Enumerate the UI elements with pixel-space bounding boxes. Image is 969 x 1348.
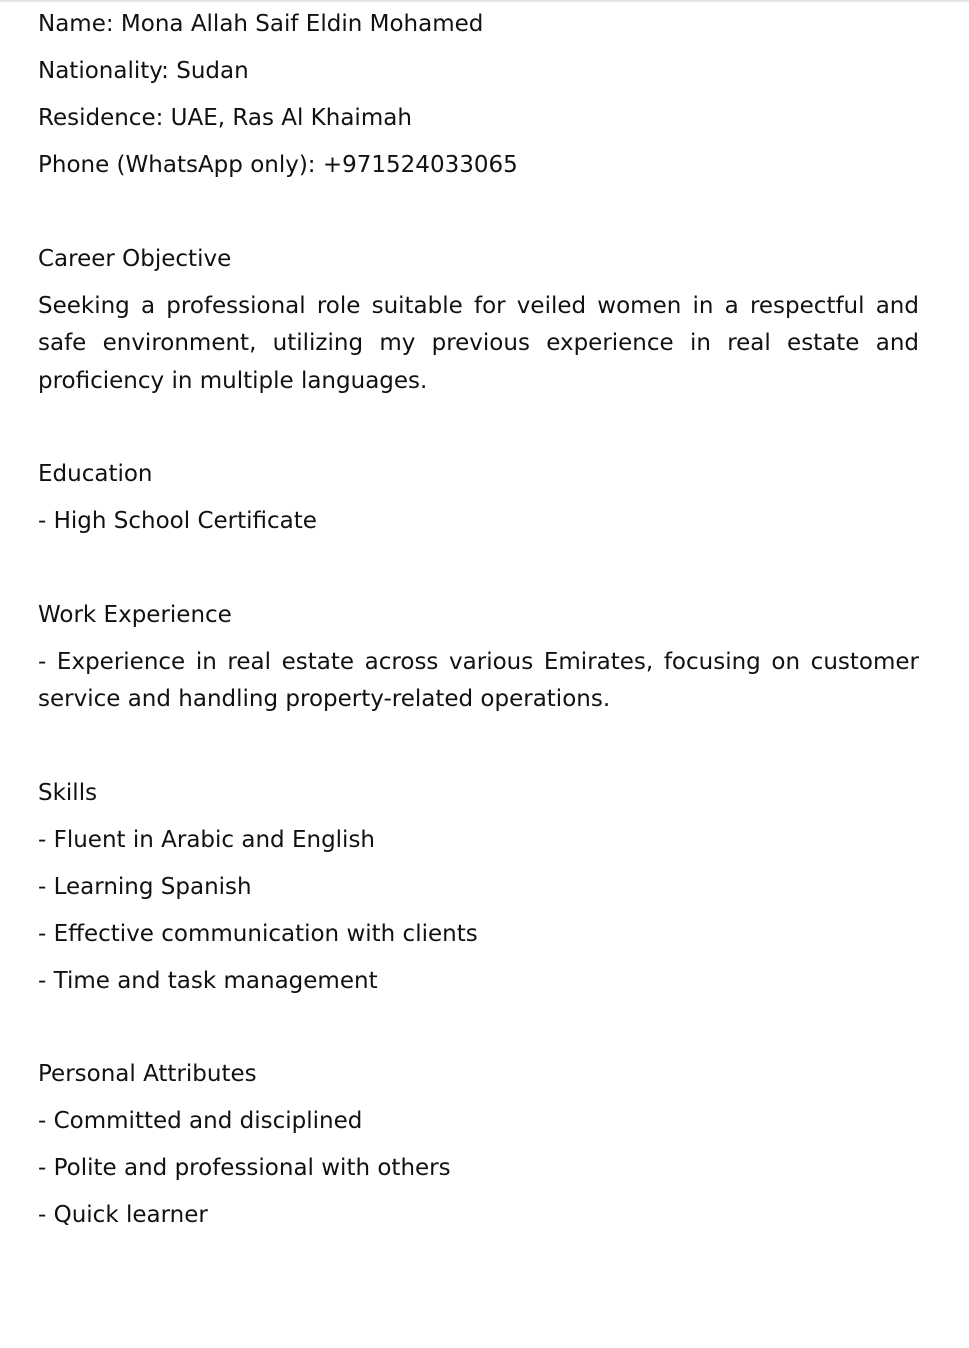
- contact-section: [38, 6, 919, 185]
- attribute-item: - Polite and professional with others: [38, 1155, 451, 1181]
- skills-section: [38, 775, 919, 1001]
- contact-residence: Residence: UAE, Ras Al Khaimah: [38, 105, 412, 131]
- skill-item: - Fluent in Arabic and English: [38, 826, 376, 853]
- section-spacer: [38, 194, 919, 241]
- section-spacer: [38, 410, 919, 457]
- education-section: [38, 456, 919, 541]
- personal-attributes-section: [38, 1056, 919, 1235]
- career-objective-heading: Career Objective: [38, 245, 232, 272]
- section-spacer: [38, 550, 919, 597]
- work-experience-heading: Work Experience: [38, 601, 232, 628]
- career-objective-section: [38, 241, 919, 401]
- resume-document: [38, 6, 919, 1244]
- career-objective-text: Seeking a professional role suitable for veiled women in a respectful and safe environment, utilizing my previous experience in real estate and proficiency in multiple languages.: [38, 292, 919, 394]
- contact-name: Name: Mona Allah Saif Eldin Mohamed: [38, 11, 484, 37]
- contact-phone: Phone (WhatsApp only): +971524033065: [38, 152, 518, 178]
- work-experience-text: - Experience in real estate across various Emirates, focusing on customer service and handling property-related operations.: [38, 648, 919, 712]
- section-spacer: [38, 728, 919, 775]
- skill-item: - Learning Spanish: [38, 873, 252, 900]
- personal-attributes-heading: Personal Attributes: [38, 1061, 257, 1087]
- page-top-edge: [0, 0, 969, 3]
- work-experience-section: [38, 597, 919, 719]
- skill-item: - Time and task management: [38, 967, 378, 994]
- section-spacer: [38, 1010, 919, 1057]
- education-item: - High School Certificate: [38, 508, 317, 534]
- skill-item: - Effective communication with clients: [38, 920, 478, 947]
- education-heading: Education: [38, 461, 153, 487]
- attribute-item: - Committed and disciplined: [38, 1108, 363, 1134]
- attribute-item: - Quick learner: [38, 1202, 208, 1228]
- contact-nationality: Nationality: Sudan: [38, 58, 249, 84]
- skills-heading: Skills: [38, 779, 98, 806]
